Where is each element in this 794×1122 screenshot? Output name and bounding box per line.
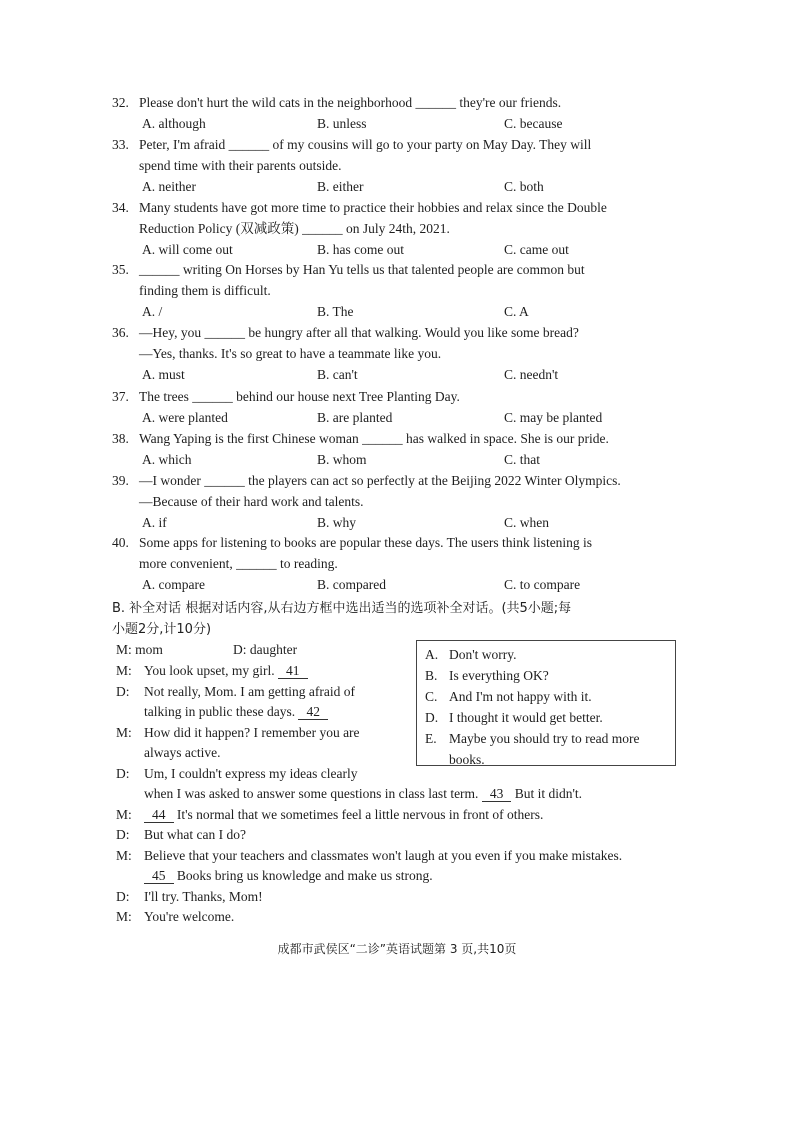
question-text: Many students have got more time to practice their hobbies and relax since the Double	[139, 200, 607, 215]
option-c[interactable]: C. when	[504, 515, 549, 530]
dialogue-line	[116, 805, 686, 826]
question-line	[112, 259, 677, 280]
question-text: Reduction Policy (双减政策) ______ on July 24th, 2021.	[139, 221, 450, 236]
option-b[interactable]: B. unless	[317, 116, 367, 131]
choice-letter: C.	[425, 689, 438, 704]
option-c[interactable]: C. A	[504, 304, 529, 319]
speaker: M:	[116, 806, 132, 822]
choice-item	[425, 686, 675, 707]
question-line	[112, 322, 677, 343]
question-text: Some apps for listening to books are popular these days. The users think listening is	[139, 535, 593, 550]
speaker: D:	[116, 888, 130, 904]
dialogue-line	[116, 907, 686, 928]
speaker: D:	[116, 765, 130, 781]
answer-blank-45[interactable]: 45	[144, 869, 174, 884]
question-text: —I wonder ______ the players can act so perfectly at the Beijing 2022 Winter Olympics.	[139, 473, 621, 488]
option-b[interactable]: B. compared	[317, 577, 386, 592]
option-a[interactable]: A. which	[142, 452, 192, 467]
option-a[interactable]: A. must	[142, 367, 185, 382]
choice-letter: E.	[425, 731, 437, 746]
speaker: M:	[116, 663, 132, 678]
choice-letter: B.	[425, 668, 438, 683]
options-row	[112, 239, 677, 260]
role-mom: M: mom	[116, 642, 163, 657]
question-number: 40.	[112, 535, 129, 550]
option-b[interactable]: B. can't	[317, 367, 358, 382]
question-line	[112, 218, 677, 239]
question-number: 35.	[112, 262, 129, 277]
options-row	[112, 176, 677, 197]
option-c[interactable]: C. needn't	[504, 367, 559, 382]
question-38	[112, 428, 677, 470]
choice-item	[425, 728, 675, 749]
option-a[interactable]: A. although	[142, 116, 206, 131]
section-b-score: 小题2分,计10分)	[112, 622, 212, 637]
dialogue-line	[116, 846, 686, 867]
choice-item	[425, 665, 675, 686]
choice-item	[425, 644, 675, 665]
question-32	[112, 92, 677, 134]
option-a[interactable]: A. /	[142, 304, 163, 319]
dialogue-line	[116, 825, 686, 846]
choice-letter: D.	[425, 710, 439, 725]
speaker: M:	[116, 724, 132, 740]
options-row	[112, 512, 677, 533]
question-34	[112, 197, 677, 260]
choice-item	[425, 749, 675, 770]
speaker: M:	[116, 909, 132, 924]
dialogue-text: But what can I do?	[144, 827, 246, 842]
option-a[interactable]: A. will come out	[142, 242, 233, 257]
question-line	[112, 470, 677, 491]
choice-item	[425, 707, 675, 728]
option-c[interactable]: C. may be planted	[504, 410, 603, 425]
question-number: 32.	[112, 95, 129, 110]
options-row	[112, 449, 677, 470]
dialogue-text: Um, I couldn't express my ideas clearly	[144, 765, 358, 781]
option-c[interactable]: C. because	[504, 116, 563, 131]
question-text: finding them is difficult.	[139, 283, 271, 298]
dialogue-text: Believe that your teachers and classmates won't laugh at you even if you make mistakes.	[144, 847, 623, 863]
options-row	[112, 407, 677, 428]
question-39	[112, 470, 677, 533]
question-number: 33.	[112, 137, 129, 152]
question-line	[112, 343, 677, 364]
question-number: 38.	[112, 431, 129, 446]
choice-text: books.	[449, 752, 485, 767]
question-text: more convenient, ______ to reading.	[139, 556, 338, 571]
question-line	[112, 134, 677, 155]
option-c[interactable]: C. that	[504, 452, 540, 467]
question-text: ______ writing On Horses by Han Yu tells us that talented people are common but	[139, 262, 585, 277]
role-daughter: D: daughter	[233, 642, 298, 657]
dialogue-text: Not really, Mom. I am getting afraid of	[144, 683, 355, 699]
choice-text: Don't worry.	[449, 647, 517, 662]
options-row	[112, 364, 677, 385]
question-37	[112, 386, 677, 428]
section-b-header	[112, 598, 682, 640]
question-line	[112, 197, 677, 218]
option-a[interactable]: A. if	[142, 515, 167, 530]
question-line	[112, 155, 677, 176]
dialogue-text: always active.	[144, 745, 221, 760]
option-b[interactable]: B. The	[317, 304, 354, 319]
dialogue-text: You look upset, my girl. 41	[144, 661, 308, 682]
option-c[interactable]: C. both	[504, 179, 544, 194]
dialogue-text: 45 Books bring us knowledge and make us strong.	[144, 866, 433, 887]
choice-letter: A.	[425, 647, 439, 662]
dialogue-text: I'll try. Thanks, Mom!	[144, 888, 263, 904]
dialogue-text: How did it happen? I remember you are	[144, 724, 360, 740]
choice-text: I thought it would get better.	[449, 710, 603, 725]
question-text: spend time with their parents outside.	[139, 158, 342, 173]
choice-text: Is everything OK?	[449, 668, 549, 683]
question-number: 39.	[112, 473, 129, 488]
question-number: 34.	[112, 200, 129, 215]
question-text: —Hey, you ______ be hungry after all that walking. Would you like some bread?	[139, 325, 579, 340]
speaker: D:	[116, 827, 130, 842]
dialogue-text: You're welcome.	[144, 909, 235, 924]
options-row	[112, 574, 677, 595]
question-33	[112, 134, 677, 197]
question-line	[112, 428, 677, 449]
question-number: 36.	[112, 325, 129, 340]
speaker: M:	[116, 847, 132, 863]
dialogue-line	[116, 887, 686, 908]
question-text: —Because of their hard work and talents.	[139, 494, 364, 509]
option-c[interactable]: C. to compare	[504, 577, 581, 592]
question-text: Peter, I'm afraid ______ of my cousins will go to your party on May Day. They will	[139, 137, 592, 152]
choice-text: And I'm not happy with it.	[449, 689, 592, 704]
dialogue-text: 44 It's normal that we sometimes feel a little nervous in front of others.	[144, 805, 543, 826]
question-line	[112, 386, 677, 407]
choice-text: Maybe you should try to read more	[449, 731, 640, 746]
dialogue-line	[116, 784, 686, 805]
page-footer: 成都市武侯区“二诊”英语试题第 3 页,共10页	[277, 942, 517, 956]
question-text: The trees ______ behind our house next Tree Planting Day.	[139, 389, 460, 404]
question-line	[112, 532, 677, 553]
dialogue-text: when I was asked to answer some questions in class last term. 43 But it didn't.	[144, 786, 583, 801]
option-b[interactable]: B. whom	[317, 452, 367, 467]
option-b[interactable]: B. either	[317, 179, 364, 194]
options-row	[112, 301, 677, 322]
option-a[interactable]: A. were planted	[142, 410, 228, 425]
question-text: Please don't hurt the wild cats in the neighborhood ______ they're our friends.	[139, 95, 562, 110]
answer-blank-44[interactable]: 44	[144, 808, 174, 823]
answer-blank-42[interactable]: 42	[298, 705, 328, 720]
question-line	[112, 553, 677, 574]
answer-blank-43[interactable]: 43	[482, 787, 512, 802]
question-line	[112, 92, 677, 113]
answer-blank-41[interactable]: 41	[278, 664, 308, 679]
dialogue-line	[116, 866, 686, 887]
question-number: 37.	[112, 389, 129, 404]
option-a[interactable]: A. neither	[142, 179, 196, 194]
section-b-instruction: B. 补全对话 根据对话内容,从右边方框中选出适当的选项补全对话。(共5小题;每	[112, 601, 572, 616]
option-c[interactable]: C. came out	[504, 242, 569, 257]
question-line	[112, 280, 677, 301]
speaker: D:	[116, 683, 130, 699]
options-row	[112, 113, 677, 134]
question-line	[112, 491, 677, 512]
option-b[interactable]: B. why	[317, 515, 357, 530]
question-40	[112, 532, 677, 595]
option-b[interactable]: B. are planted	[317, 410, 393, 425]
question-36	[112, 322, 677, 385]
choice-box	[416, 640, 676, 766]
question-text: —Yes, thanks. It's so great to have a teammate like you.	[139, 346, 442, 361]
dialogue-text: talking in public these days. 42	[144, 702, 328, 723]
option-b[interactable]: B. has come out	[317, 242, 404, 257]
question-35	[112, 259, 677, 322]
option-a[interactable]: A. compare	[142, 577, 205, 592]
question-text: Wang Yaping is the first Chinese woman ______ has walked in space. She is our pride.	[139, 431, 609, 446]
